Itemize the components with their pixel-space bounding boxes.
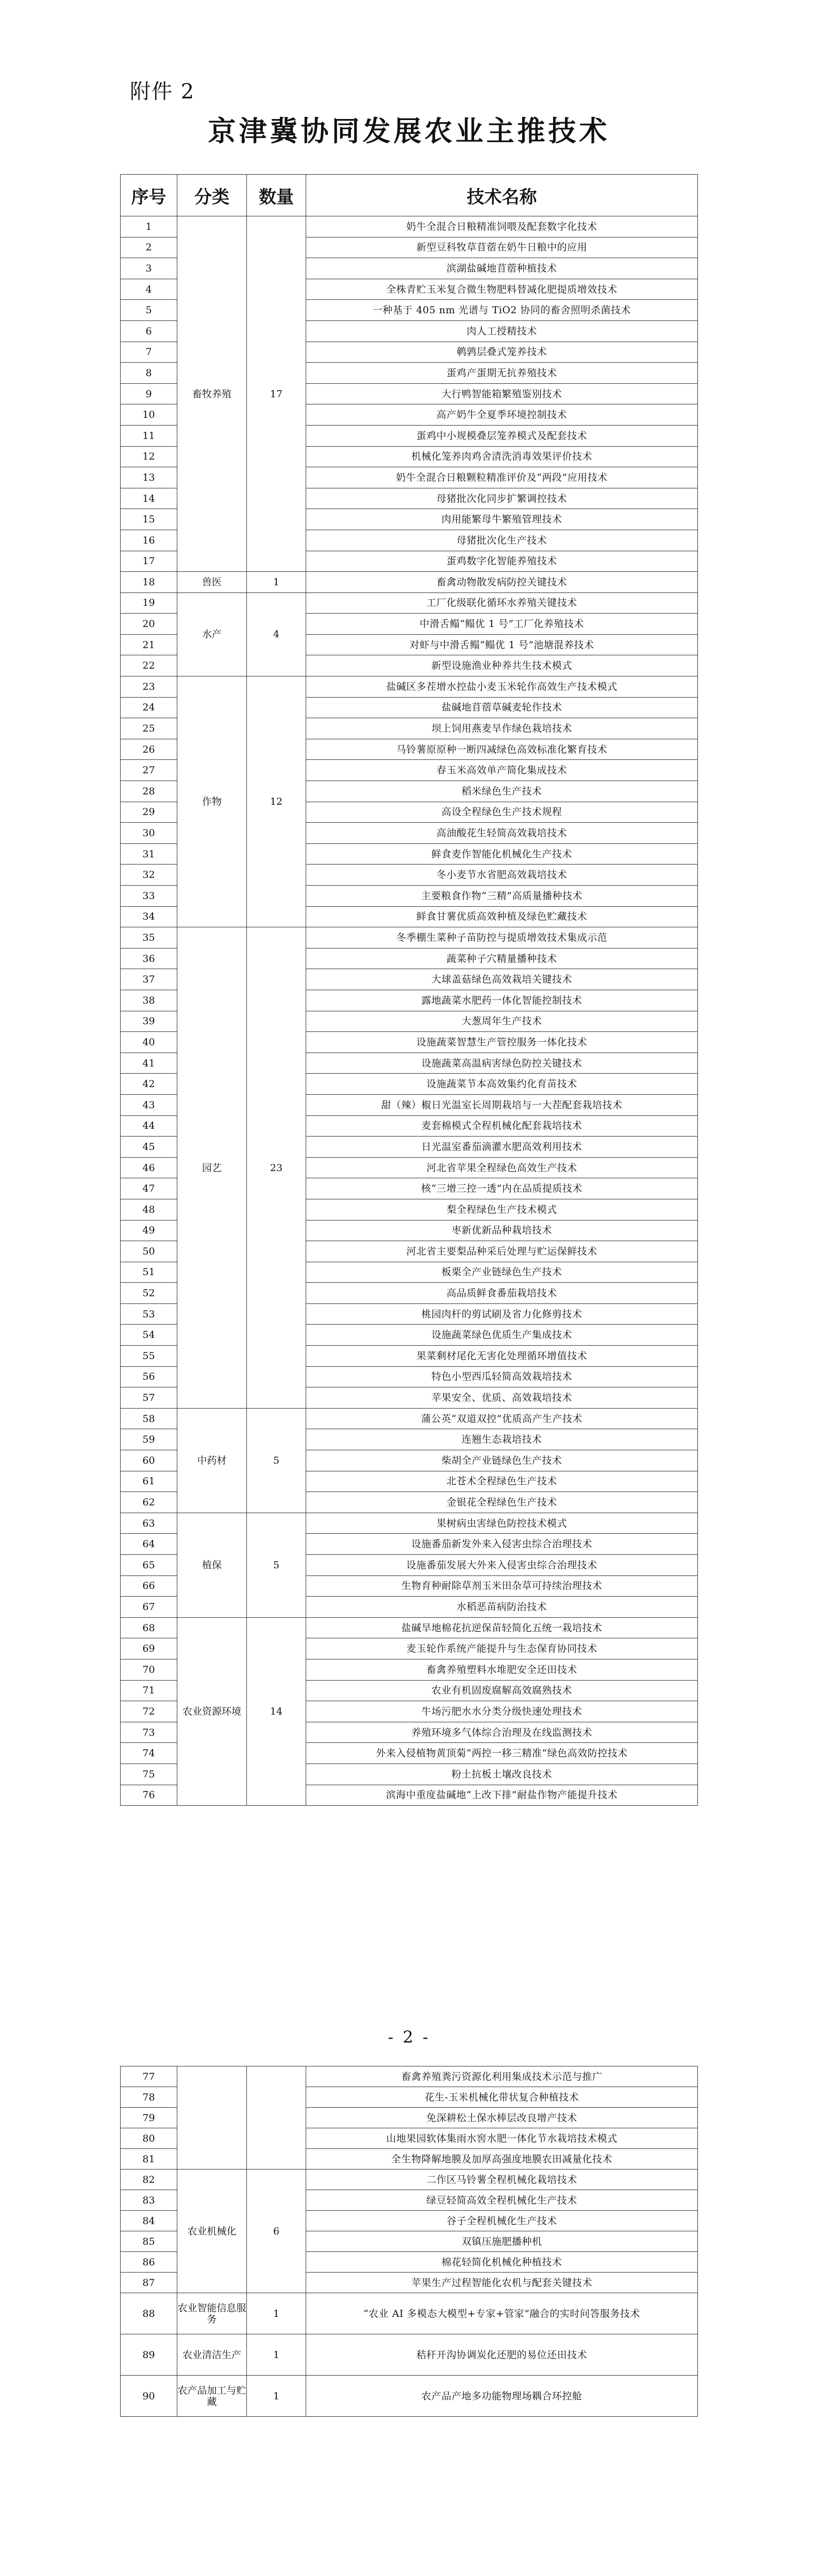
technology-name: 鲜食甘薯优质高效种植及绿色贮藏技术 (306, 906, 698, 927)
category-cell (177, 2066, 247, 2170)
technology-name: 果菜剩材尾化无害化处理循环增值技术 (306, 1346, 698, 1367)
technology-name: 双镇压施肥播种机 (306, 2231, 698, 2252)
technology-name: 棉花轻简化机械化种植技术 (306, 2252, 698, 2273)
row-number: 29 (121, 802, 177, 823)
technology-name: 河北省主要梨品种采后处理与贮运保鲜技术 (306, 1241, 698, 1262)
technology-name: 北苍术全程绿色生产技术 (306, 1471, 698, 1492)
category-cell: 水产 (177, 592, 247, 676)
row-number: 62 (121, 1492, 177, 1513)
category-cell: 中药材 (177, 1408, 247, 1513)
row-number: 13 (121, 467, 177, 488)
row-number: 48 (121, 1199, 177, 1220)
row-number: 67 (121, 1597, 177, 1618)
row-number: 44 (121, 1115, 177, 1137)
category-cell: 作物 (177, 676, 247, 927)
count-cell: 4 (247, 592, 306, 676)
technology-name: 新型豆科牧草苜蓿在奶牛日粮中的应用 (306, 237, 698, 258)
category-cell: 农业清洁生产 (177, 2334, 247, 2376)
technology-name: 山地果园软体集雨水窖水肥一体化节水栽培技术模式 (306, 2128, 698, 2149)
row-number: 88 (121, 2293, 177, 2334)
column-header-category: 分类 (177, 175, 247, 216)
technology-name: 露地蔬菜水肥药一体化智能控制技术 (306, 990, 698, 1011)
row-number: 36 (121, 948, 177, 969)
technology-name: 外来入侵植物黄顶菊“两控一移三精准”绿色高效防控技术 (306, 1743, 698, 1764)
row-number: 14 (121, 488, 177, 509)
technology-name: 肉人工授精技术 (306, 320, 698, 342)
row-number: 83 (121, 2190, 177, 2211)
row-number: 47 (121, 1178, 177, 1199)
row-number: 23 (121, 676, 177, 698)
technology-name: 滨湖盐碱地苜蓿种植技术 (306, 258, 698, 279)
row-number: 82 (121, 2170, 177, 2190)
row-number: 9 (121, 383, 177, 404)
table-row (121, 216, 698, 238)
row-number: 76 (121, 1785, 177, 1806)
row-number: 21 (121, 634, 177, 655)
technology-name: 母猪批次化生产技术 (306, 530, 698, 551)
row-number: 28 (121, 781, 177, 802)
technology-name: 农产品产地多功能物理场耦合环控舱 (306, 2376, 698, 2417)
row-number: 71 (121, 1680, 177, 1701)
technology-name: 特色小型西瓜轻简高效栽培技术 (306, 1366, 698, 1387)
page-two (0, 2066, 818, 2576)
technology-name: 蔬菜种子穴精量播种技术 (306, 948, 698, 969)
technology-name: 肉用能繁母牛繁殖管理技术 (306, 509, 698, 530)
technology-name: 免深耕松土保水棒层改良增产技术 (306, 2108, 698, 2128)
technology-name: 核“三增三控一透”内在品质提质技术 (306, 1178, 698, 1199)
category-cell: 农产品加工与贮藏 (177, 2376, 247, 2417)
category-cell: 园艺 (177, 927, 247, 1409)
row-number: 66 (121, 1575, 177, 1597)
row-number: 80 (121, 2128, 177, 2149)
technology-name: 绿豆轻简高效全程机械化生产技术 (306, 2190, 698, 2211)
technology-name: 柴胡全产业链绿色生产技术 (306, 1450, 698, 1471)
row-number: 40 (121, 1032, 177, 1053)
document-title: 京津冀协同发展农业主推技术 (208, 114, 610, 147)
count-cell: 12 (247, 676, 306, 927)
row-number: 39 (121, 1011, 177, 1032)
technology-name: 新型设施渔业种养共生技术模式 (306, 655, 698, 676)
technology-name: 一种基于 405 nm 光谱与 TiO2 协同的畜舍照明杀菌技术 (306, 300, 698, 321)
technology-name: 二作区马铃薯全程机械化栽培技术 (306, 2170, 698, 2190)
row-number: 33 (121, 886, 177, 907)
technology-name: 苹果生产过程智能化农机与配套关键技术 (306, 2273, 698, 2293)
technology-name: 金银花全程绿色生产技术 (306, 1492, 698, 1513)
table-row (121, 927, 698, 948)
technology-name: 畜禽动物散发病防控关键技术 (306, 572, 698, 593)
technology-name: 马铃薯原原种一断四减绿色高效标准化繁育技术 (306, 739, 698, 760)
category-cell: 农业资源环境 (177, 1617, 247, 1805)
row-number: 70 (121, 1659, 177, 1680)
column-header-count: 数量 (247, 175, 306, 216)
row-number: 17 (121, 551, 177, 572)
table-row (121, 1617, 698, 1638)
row-number: 18 (121, 572, 177, 593)
row-number: 63 (121, 1513, 177, 1534)
row-number: 50 (121, 1241, 177, 1262)
technology-name: 大行鸭智能箱繁殖鉴别技术 (306, 383, 698, 404)
table-body-page-two (121, 2066, 698, 2417)
technology-name: 中滑舌鳎“鳎优 1 号”工厂化养殖技术 (306, 614, 698, 635)
technology-name: 全生物降解地膜及加厚高强度地膜农田减量化技术 (306, 2149, 698, 2170)
row-number: 79 (121, 2108, 177, 2128)
technology-name: 坝上饲用燕麦旱作绿色栽培技术 (306, 718, 698, 739)
row-number: 77 (121, 2066, 177, 2087)
technology-name: 鲜食麦作智能化机械化生产技术 (306, 843, 698, 865)
technology-name: 畜禽养殖塑料水堆肥安全还田技术 (306, 1659, 698, 1680)
row-number: 25 (121, 718, 177, 739)
technology-name: 高产奶牛全夏季环境控制技术 (306, 404, 698, 426)
column-header-name: 技术名称 (306, 175, 698, 216)
technology-name: 高油酸花生轻简高效栽培技术 (306, 823, 698, 844)
table-row (121, 2066, 698, 2087)
technology-name: 高设全程绿色生产技术规程 (306, 802, 698, 823)
row-number: 24 (121, 697, 177, 718)
row-number: 55 (121, 1346, 177, 1367)
technology-name: 梨全程绿色生产技术模式 (306, 1199, 698, 1220)
row-number: 73 (121, 1722, 177, 1743)
category-cell: 畜牧养殖 (177, 216, 247, 572)
table-row (121, 572, 698, 593)
technology-name: 冬小麦节水省肥高效栽培技术 (306, 865, 698, 886)
row-number: 26 (121, 739, 177, 760)
row-number: 75 (121, 1764, 177, 1785)
category-cell: 植保 (177, 1513, 247, 1617)
row-number: 31 (121, 843, 177, 865)
count-cell: 1 (247, 2334, 306, 2376)
technology-name: 蒲公英“双道双控”优质高产生产技术 (306, 1408, 698, 1429)
technology-name: “农业 AI 多模态大模型+专家+管家”融合的实时问答服务技术 (306, 2293, 698, 2334)
table-row (121, 2293, 698, 2334)
technology-name: 大球盖菇绿色高效栽培关键技术 (306, 969, 698, 990)
technology-name: 冬季棚生菜种子苗防控与提质增效技术集成示范 (306, 927, 698, 948)
row-number: 57 (121, 1387, 177, 1409)
row-number: 45 (121, 1137, 177, 1158)
technology-name: 苹果安全、优质、高效栽培技术 (306, 1387, 698, 1409)
technology-name: 水稻恶苗病防治技术 (306, 1597, 698, 1618)
row-number: 41 (121, 1053, 177, 1074)
row-number: 15 (121, 509, 177, 530)
row-number: 59 (121, 1429, 177, 1450)
row-number: 51 (121, 1262, 177, 1283)
technology-name: 日光温室番茄滴灌水肥高效利用技术 (306, 1137, 698, 1158)
row-number: 19 (121, 592, 177, 614)
count-cell: 5 (247, 1408, 306, 1513)
technology-name: 花生-玉米机械化带状复合种植技术 (306, 2087, 698, 2108)
technology-name: 稻米绿色生产技术 (306, 781, 698, 802)
row-number: 86 (121, 2252, 177, 2273)
row-number: 38 (121, 990, 177, 1011)
technology-name: 桃园肉杆的剪试刷及省力化修剪技术 (306, 1303, 698, 1325)
page-number: - 2 - (388, 2027, 430, 2047)
row-number: 6 (121, 320, 177, 342)
row-number: 27 (121, 760, 177, 781)
row-number: 85 (121, 2231, 177, 2252)
row-number: 20 (121, 614, 177, 635)
technology-name: 设施蔬菜绿色优质生产集成技术 (306, 1325, 698, 1346)
row-number: 4 (121, 279, 177, 300)
table-header-row (121, 175, 698, 216)
table-row (121, 1513, 698, 1534)
row-number: 78 (121, 2087, 177, 2108)
technology-name: 麦套棉模式全程机械化配套栽培技术 (306, 1115, 698, 1137)
row-number: 32 (121, 865, 177, 886)
technology-name: 机械化笼养肉鸡舍清洗消毒效果评价技术 (306, 446, 698, 467)
technology-name: 奶牛全混合日粮精准饲喂及配套数字化技术 (306, 216, 698, 238)
row-number: 69 (121, 1638, 177, 1659)
technology-name: 生物育种耐除草剂玉米田杂草可持续治理技术 (306, 1575, 698, 1597)
technology-name: 畜禽养殖粪污资源化利用集成技术示范与推广 (306, 2066, 698, 2087)
technology-name: 大葱周年生产技术 (306, 1011, 698, 1032)
row-number: 2 (121, 237, 177, 258)
row-number: 58 (121, 1408, 177, 1429)
category-cell: 农业机械化 (177, 2170, 247, 2293)
technology-name: 蛋鸡产蛋期无抗养殖技术 (306, 363, 698, 384)
technology-name: 农业有机固废腐解高效腐熟技术 (306, 1680, 698, 1701)
technology-name: 养殖环境多气体综合治理及在线监测技术 (306, 1722, 698, 1743)
attachment-label: 附件 2 (130, 80, 195, 104)
count-cell: 17 (247, 216, 306, 572)
tech-table-page-two (120, 2066, 698, 2417)
technology-name: 蛋鸡中小规模叠层笼养模式及配套技术 (306, 425, 698, 446)
row-number: 68 (121, 1617, 177, 1638)
technology-name: 枣新优新品种栽培技术 (306, 1220, 698, 1241)
row-number: 22 (121, 655, 177, 676)
row-number: 16 (121, 530, 177, 551)
column-header-no: 序号 (121, 175, 177, 216)
technology-name: 河北省苹果全程绿色高效生产技术 (306, 1157, 698, 1178)
row-number: 84 (121, 2211, 177, 2231)
row-number: 61 (121, 1471, 177, 1492)
row-number: 74 (121, 1743, 177, 1764)
count-cell: 1 (247, 2376, 306, 2417)
row-number: 46 (121, 1157, 177, 1178)
row-number: 60 (121, 1450, 177, 1471)
category-cell: 兽医 (177, 572, 247, 593)
table-row (121, 592, 698, 614)
row-number: 72 (121, 1701, 177, 1722)
technology-name: 高品质鲜食番茄栽培技术 (306, 1283, 698, 1304)
table-row (121, 1408, 698, 1429)
technology-name: 设施蔬菜智慧生产管控服务一体化技术 (306, 1032, 698, 1053)
count-cell (247, 2066, 306, 2170)
table-row (121, 676, 698, 698)
count-cell: 14 (247, 1617, 306, 1805)
row-number: 89 (121, 2334, 177, 2376)
row-number: 8 (121, 363, 177, 384)
row-number: 56 (121, 1366, 177, 1387)
row-number: 10 (121, 404, 177, 426)
technology-name: 滨海中重度盐碱地“上改下排”耐盐作物产能提升技术 (306, 1785, 698, 1806)
count-cell: 5 (247, 1513, 306, 1617)
count-cell: 23 (247, 927, 306, 1409)
row-number: 54 (121, 1325, 177, 1346)
row-number: 87 (121, 2273, 177, 2293)
technology-name: 谷子全程机械化生产技术 (306, 2211, 698, 2231)
row-number: 64 (121, 1534, 177, 1555)
technology-name: 盐碱区多茬增水控盐小麦玉米轮作高效生产技术模式 (306, 676, 698, 698)
row-number: 52 (121, 1283, 177, 1304)
technology-name: 设施蔬菜高温病害绿色防控关键技术 (306, 1053, 698, 1074)
row-number: 11 (121, 425, 177, 446)
row-number: 5 (121, 300, 177, 321)
technology-name: 盐碱地苜蓿草碱麦轮作技术 (306, 697, 698, 718)
row-number: 49 (121, 1220, 177, 1241)
table-row (121, 2334, 698, 2376)
technology-name: 蛋鸡数字化智能养殖技术 (306, 551, 698, 572)
technology-name: 母猪批次化同步扩繁调控技术 (306, 488, 698, 509)
row-number: 34 (121, 906, 177, 927)
technology-name: 设施蔬菜节本高效集约化育苗技术 (306, 1074, 698, 1095)
technology-name: 秸秆开沟协调炭化还肥的易位还田技术 (306, 2334, 698, 2376)
technology-name: 连翘生态栽培技术 (306, 1429, 698, 1450)
count-cell: 1 (247, 572, 306, 593)
technology-name: 牛场污肥水水分类分级快速处理技术 (306, 1701, 698, 1722)
technology-name: 板栗全产业链绿色生产技术 (306, 1262, 698, 1283)
technology-name: 甜（辣）椒日光温室长周期栽培与一大茬配套栽培技术 (306, 1094, 698, 1115)
row-number: 65 (121, 1555, 177, 1576)
category-cell: 农业智能信息服务 (177, 2293, 247, 2334)
technology-name: 粉土抗板土壤改良技术 (306, 1764, 698, 1785)
table-row (121, 2170, 698, 2190)
technology-name: 对虾与中滑舌鳎“鳎优 1 号”池塘混养技术 (306, 634, 698, 655)
count-cell: 6 (247, 2170, 306, 2293)
table-body-page-one (121, 216, 698, 1806)
row-number: 7 (121, 342, 177, 363)
row-number: 35 (121, 927, 177, 948)
row-number: 43 (121, 1094, 177, 1115)
row-number: 30 (121, 823, 177, 844)
technology-name: 鹌鹑层叠式笼养技术 (306, 342, 698, 363)
row-number: 1 (121, 216, 177, 238)
row-number: 81 (121, 2149, 177, 2170)
technology-name: 果树病虫害绿色防控技术模式 (306, 1513, 698, 1534)
technology-name: 设施番茄新发外来入侵害虫综合治理技术 (306, 1534, 698, 1555)
row-number: 37 (121, 969, 177, 990)
technology-name: 盐碱旱地棉花抗逆保苗轻简化五统一栽培技术 (306, 1617, 698, 1638)
tech-table-page-one (120, 174, 698, 1806)
technology-name: 奶牛全混合日粮颗粒精准评价及“两段”应用技术 (306, 467, 698, 488)
row-number: 42 (121, 1074, 177, 1095)
technology-name: 主要粮食作物“三精”高质量播种技术 (306, 886, 698, 907)
technology-name: 工厂化级联化循环水养殖关键技术 (306, 592, 698, 614)
technology-name: 设施番茄发展大外来入侵害虫综合治理技术 (306, 1555, 698, 1576)
row-number: 53 (121, 1303, 177, 1325)
table-row (121, 2376, 698, 2417)
count-cell: 1 (247, 2293, 306, 2334)
row-number: 90 (121, 2376, 177, 2417)
technology-name: 麦玉轮作系统产能提升与生态保育协同技术 (306, 1638, 698, 1659)
technology-name: 全株青贮玉米复合微生物肥料替减化肥提质增效技术 (306, 279, 698, 300)
row-number: 3 (121, 258, 177, 279)
row-number: 12 (121, 446, 177, 467)
technology-name: 春玉米高效单产简化集成技术 (306, 760, 698, 781)
